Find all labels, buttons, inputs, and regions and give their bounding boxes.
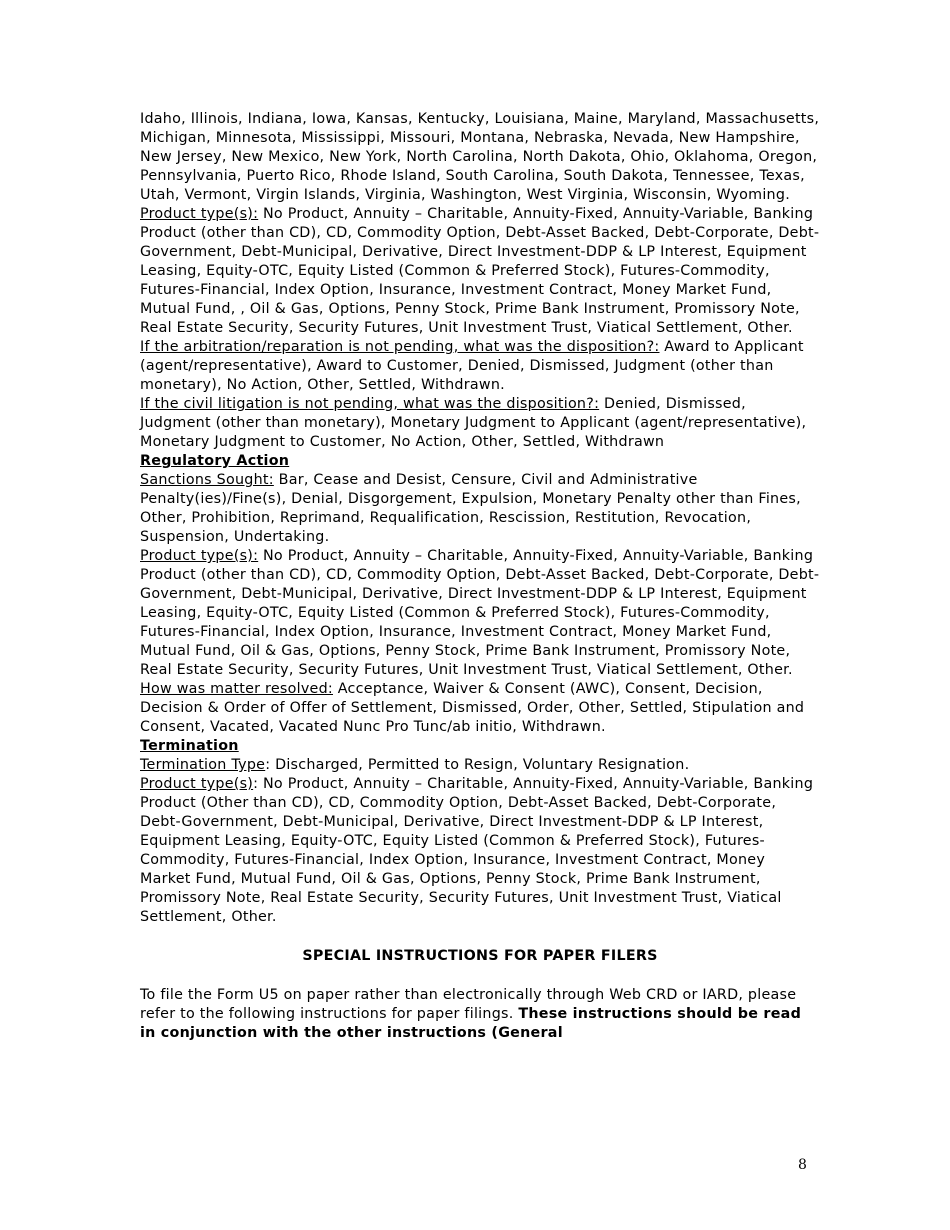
regulatory-product-types-text: No Product, Annuity – Charitable, Annuity-Fixed, Annuity-Variable, Banking Product (other than CD), CD, Commodity Option, Debt-Asset Backed, Debt-Corporate, Debt-Government, Debt-Municipal, Derivative, Direct Investment-DDP & LP Interest, Equipment Leasing, Equity-OTC, Equity Listed (Common & Preferred Stock), Futures-Commodity, Futures-Financial, Index Option, Insurance, Investment Contract, Money Market Fund, Mutual Fund, Oil & Gas, Options, Penny Stock, Prime Bank Instrument, Promissory Note, Real Estate Security, Security Futures, Unit Investment Trust, Viatical Settlement, Other.: [140, 548, 820, 678]
regulatory-product-types: [140, 547, 820, 680]
termination-product-types-text: : No Product, Annuity – Charitable, Annuity-Fixed, Annuity-Variable, Banking Product (Other than CD), CD, Commodity Option, Debt-Asset Backed, Debt-Corporate, Debt-Government, Debt-Municipal, Derivative, Direct Investment-DDP & LP Interest, Equipment Leasing, Equity-OTC, Equity Listed (Common & Preferred Stock), Futures-Commodity, Futures-Financial, Index Option, Insurance, Investment Contract, Money Market Fund, Mutual Fund, Oil & Gas, Options, Penny Stock, Prime Bank Instrument, Promissory Note, Real Estate Security, Security Futures, Unit Investment Trust, Viatical Settlement, Other.: [140, 776, 814, 925]
arbitration-disposition-text: Award to Applicant (agent/representative), Award to Customer, Denied, Dismissed, Judgment (other than monetary), No Action, Other, Settled, Withdrawn.: [140, 339, 804, 393]
sanctions-sought-text: Bar, Cease and Desist, Censure, Civil and Administrative Penalty(ies)/Fine(s), Denial, Disgorgement, Expulsion, Monetary Penalty other than Fines, Other, Prohibition, Reprimand, Requalification, Rescission, Restitution, Revocation, Suspension, Undertaking.: [140, 472, 801, 545]
civil-litigation-disposition-text: Denied, Dismissed, Judgment (other than monetary), Monetary Judgment to Applicant (agent/representative), Monetary Judgment to Customer, No Action, Other, Settled, Withdrawn: [140, 396, 807, 450]
termination-product-types-label: Product type(s): [140, 776, 254, 792]
termination-heading: Termination: [140, 738, 239, 754]
matter-resolved-text: Acceptance, Waiver & Consent (AWC), Consent, Decision, Decision & Order of Offer of Settlement, Dismissed, Order, Other, Settled, Stipulation and Consent, Vacated, Vacated Nunc Pro Tunc/ab initio, Withdrawn.: [140, 681, 805, 735]
sanctions-sought-label: Sanctions Sought:: [140, 472, 274, 488]
regulatory-product-types-label: Product type(s):: [140, 548, 259, 564]
termination-type-label: Termination Type: [140, 757, 266, 773]
complaint-product-types: [140, 205, 820, 338]
regulatory-action-heading: Regulatory Action: [140, 453, 290, 469]
document-body: [140, 110, 820, 1043]
termination-product-types: [140, 775, 820, 927]
termination-type: [140, 756, 820, 775]
civil-litigation-disposition-label: If the civil litigation is not pending, what was the disposition?:: [140, 396, 600, 412]
complaint-product-types-label: Product type(s):: [140, 206, 259, 222]
matter-resolved: [140, 680, 820, 737]
states-list: Idaho, Illinois, Indiana, Iowa, Kansas, Kentucky, Louisiana, Maine, Maryland, Massachusetts, Michigan, Minnesota, Mississippi, Missouri, Montana, Nebraska, Nevada, New Hampshire, New Jersey, New Mexico, New York, North Carolina, North Dakota, Ohio, Oklahoma, Oregon, Pennsylvania, Puerto Rico, Rhode Island, South Carolina, South Dakota, Tennessee, Texas, Utah, Vermont, Virgin Islands, Virginia, Washington, West Virginia, Wisconsin, Wyoming.: [140, 111, 820, 203]
termination-type-text: : Discharged, Permitted to Resign, Voluntary Resignation.: [265, 757, 690, 773]
special-instructions-intro: [140, 986, 820, 1043]
page-number: 8: [798, 1157, 807, 1173]
special-instructions-intro-bold: These instructions should be read in conjunction with the other instructions (General: [140, 1006, 802, 1041]
arbitration-disposition-label: If the arbitration/reparation is not pending, what was the disposition?:: [140, 339, 660, 355]
sanctions-sought: [140, 471, 820, 547]
matter-resolved-label: How was matter resolved:: [140, 681, 333, 697]
arbitration-disposition: [140, 338, 820, 395]
special-instructions-intro-text: To file the Form U5 on paper rather than electronically through Web CRD or IARD, please refer to the following instructions for paper filings.: [140, 987, 797, 1022]
complaint-product-types-text: No Product, Annuity – Charitable, Annuity-Fixed, Annuity-Variable, Banking Product (other than CD), CD, Commodity Option, Debt-Asset Backed, Debt-Corporate, Debt-Government, Debt-Municipal, Derivative, Direct Investment-DDP & LP Interest, Equipment Leasing, Equity-OTC, Equity Listed (Common & Preferred Stock), Futures-Commodity, Futures-Financial, Index Option, Insurance, Investment Contract, Money Market Fund, Mutual Fund, , Oil & Gas, Options, Penny Stock, Prime Bank Instrument, Promissory Note, Real Estate Security, Security Futures, Unit Investment Trust, Viatical Settlement, Other.: [140, 206, 820, 336]
civil-litigation-disposition: [140, 395, 820, 452]
special-instructions-title: SPECIAL INSTRUCTIONS FOR PAPER FILERS: [302, 948, 658, 964]
